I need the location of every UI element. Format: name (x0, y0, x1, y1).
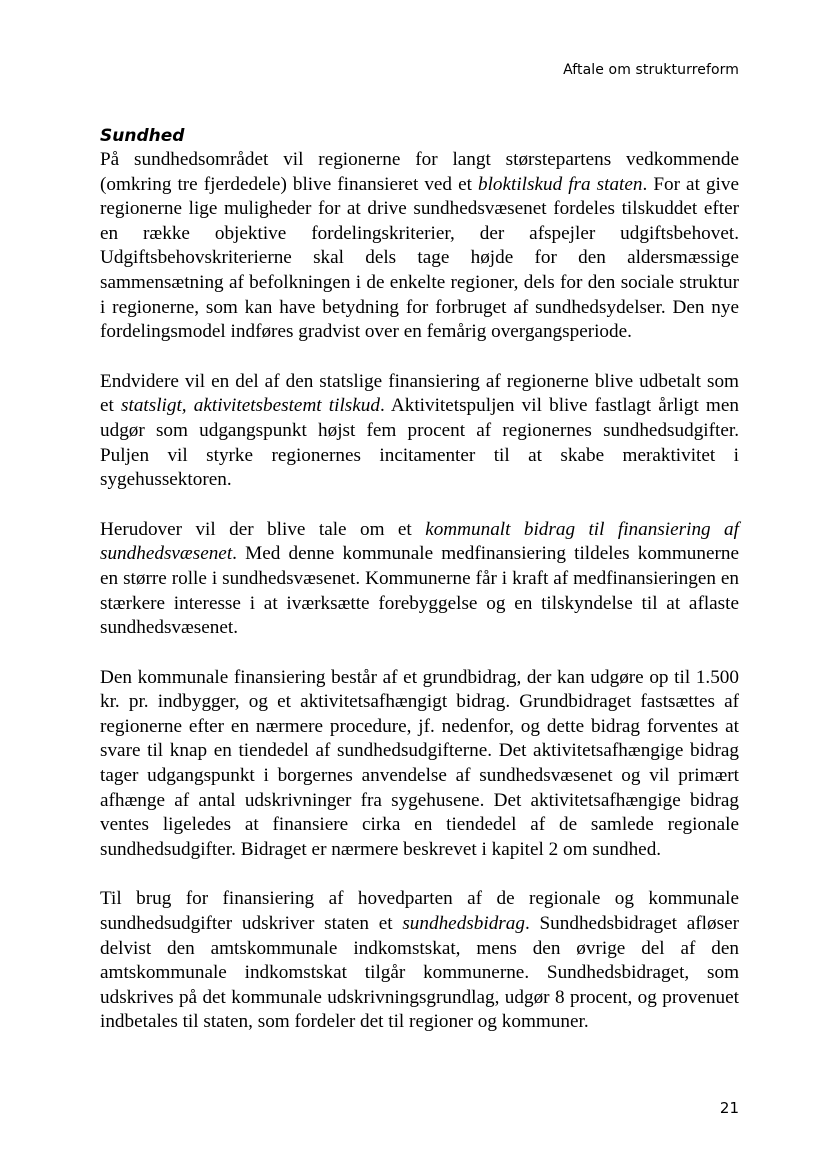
paragraph-activity-grant (100, 370, 739, 493)
section-heading: Sundhed (100, 126, 185, 146)
running-header: Aftale om strukturreform (563, 62, 739, 78)
paragraph-text: Til brug for finansiering af hovedparten af de regionale og kommunale sundhedsudgifter udskriver staten et (100, 888, 739, 935)
emphasis-term: statsligt, aktivitetsbestemt tilskud (121, 395, 380, 417)
paragraph-health-contribution-tax (100, 887, 739, 1035)
paragraph-text: . For at give regionerne lige muligheder for at drive sundhedsvæsenet fordeles tilskuddet efter en række objektive fordelingskriterier, der afspejler udgiftsbehovet. Udgiftsbehovskriterierne skal dels tage højde for den aldersmæssige sammensætning af befolkningen i de enkelte regioner, dels for den sociale struktur i regionerne, som kan have betydning for forbruget af sundhedsydelser. Den nye fordelingsmodel indføres gradvist over en femårig overgangsperiode. (100, 173, 739, 343)
paragraph-text: . Sundhedsbidraget afløser delvist den amtskommunale indkomstskat, mens den øvrige del af den amtskommunale indkomstskat tilgår kommunerne. Sundhedsbidraget, som udskrives på det kommunale udskrivningsgrundlag, udgør 8 procent, og provenuet indbetales til staten, som fordeler det til regioner og kommuner. (100, 913, 739, 1033)
page-number: 21 (719, 1099, 739, 1117)
paragraph-municipal-contribution (100, 518, 739, 641)
emphasis-term: sundhedsbidrag (402, 913, 525, 935)
paragraph-municipal-financing-details: Den kommunale finansiering består af et grundbidrag, der kan udgøre op til 1.500 kr. pr. indbygger, og et aktivitetsafhængigt bidrag. Grundbidraget fastsættes af regionerne efter en nærmere procedure, jf. nedenfor, og dette bidrag forventes at svare til knap en tiendedel af sundhedsudgifterne. Det aktivitetsafhængige bidrag tager udgangspunkt i borgernes anvendelse af sundhedsvæsenet og vil primært afhænge af antal udskrivninger fra sygehusene. Det aktivitetsafhængige bidrag ventes ligeledes at finansiere cirka en tiendedel af de samlede regionale sundhedsudgifter. Bidraget er nærmere beskrevet i kapitel 2 om sundhed. (100, 666, 739, 860)
paragraph-financing-block-grant (100, 148, 739, 345)
emphasis-term: bloktilskud fra staten (477, 173, 643, 195)
paragraph-text: . Aktivitetspuljen vil blive fastlagt årligt men udgør som udgangspunkt højst fem procent af regionernes sundhedsudgifter. Puljen vil styrke regionernes incitamenter til at skabe meraktivitet i sygehussektoren. (100, 395, 739, 491)
paragraph-text: Herudover vil der blive tale om et (100, 518, 426, 540)
paragraph-text: Endvidere vil en del af den statslige finansiering af regionerne blive udbetalt som et (100, 370, 739, 417)
paragraph-text: . Med denne kommunale medfinansiering tildeles kommunerne en større rolle i sundhedsvæsenet. Kommunerne får i kraft af medfinansieringen en stærkere interesse i at iværksætte forebyggelse og en tilskyndelse til at aflaste sundhedsvæsenet. (100, 543, 739, 639)
page-body (100, 124, 739, 1060)
paragraph-text: På sundhedsområdet vil regionerne for langt størstepartens vedkommende (omkring tre fjerdedele) blive finansieret ved et (100, 149, 739, 195)
emphasis-term: kommunalt bidrag til finansiering af sundhedsvæsenet (100, 518, 739, 565)
